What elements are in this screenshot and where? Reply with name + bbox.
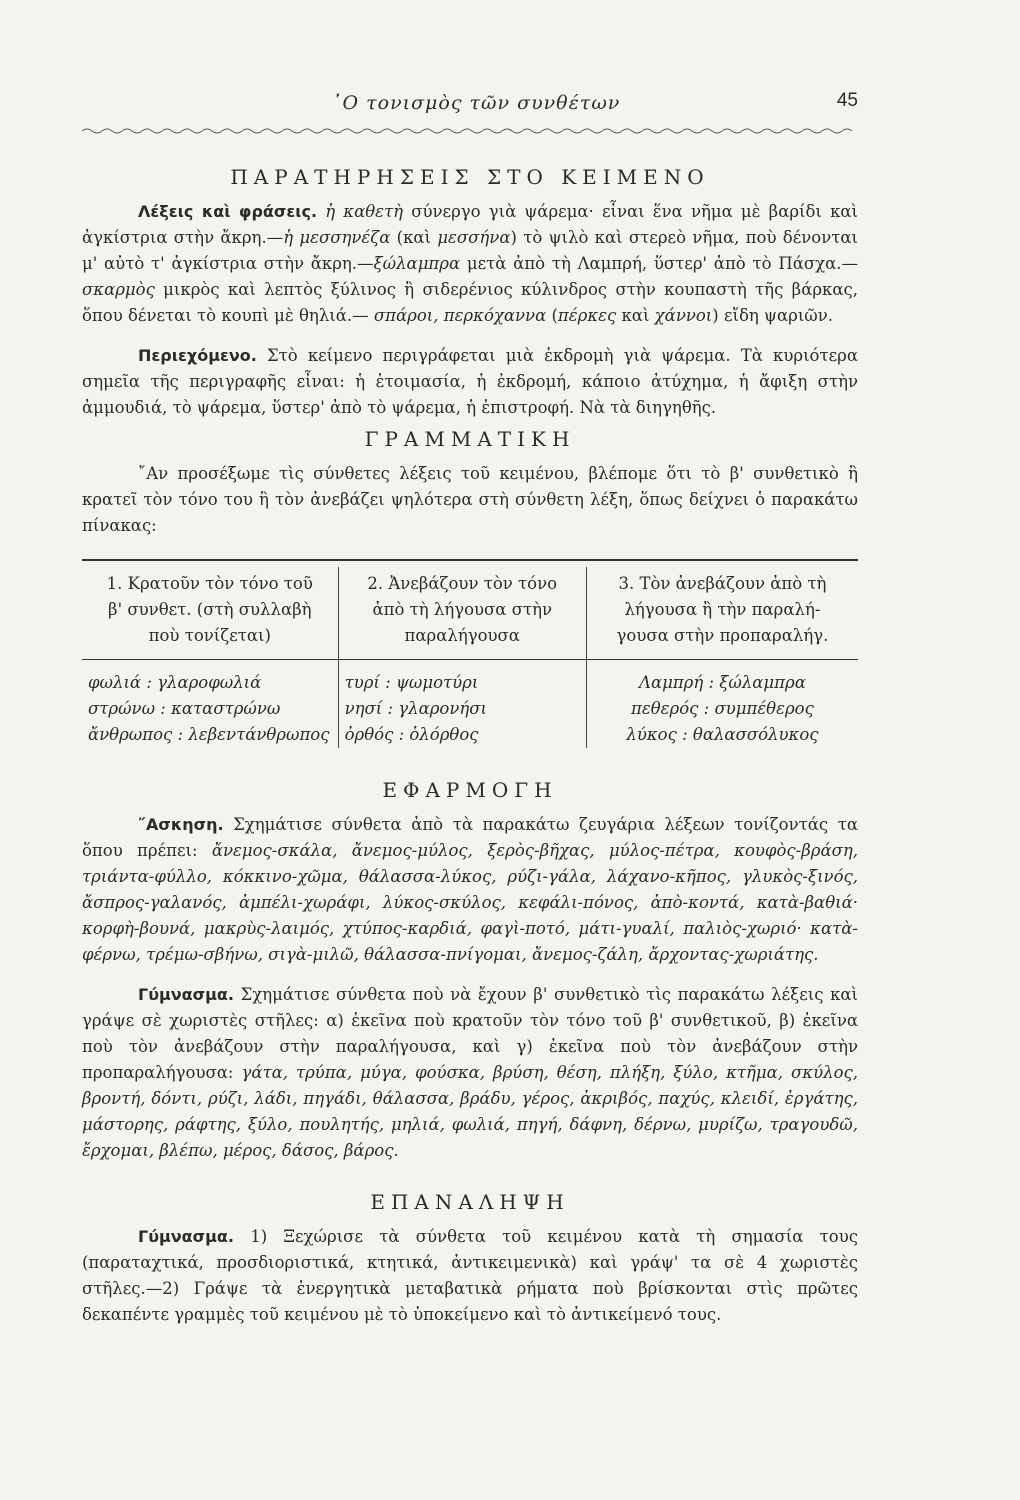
header-line: 1. Κρατοῦν τὸν τόνο τοῦ	[106, 574, 313, 593]
table-header-cell	[338, 567, 586, 660]
header-line: ἀπὸ τὴ λήγουσα στὴν	[372, 600, 553, 619]
table-header-row	[82, 567, 858, 660]
gymnasma-text: Σχημάτισε σύνθετα ποὺ νὰ ἔχουν β' συνθετικὸ τὶς παρακάτω λέξεις καὶ γράψε σὲ χωριστὲς στῆλες: α) ἐκεῖνα ποὺ κρατοῦν τὸν τόνο τοῦ β' συνθετικοῦ, β) ἐκεῖνα ποὺ τὸν ἀνεβάζουν στὴν παραλήγουσα, καὶ γ) ἐκεῖνα ποὺ τὸν ἀνεβάζουν στὴν προπαραλήγουσα:	[82, 985, 858, 1082]
grammar-table	[82, 559, 858, 748]
header-line: β' συνθετ. (στὴ συλλαβὴ	[108, 600, 312, 619]
gymnasma-label: Γύμνασμα.	[138, 985, 234, 1004]
term: μεσσήνα	[437, 228, 511, 247]
askisi-paragraph	[82, 812, 858, 968]
periexomeno-text: Στὸ κείμενο περιγράφεται μιὰ ἐκδρομὴ γιὰ ψάρεμα. Τὰ κυριότερα σημεῖα τῆς περιγραφῆς εἶναι: ἡ ἑτοιμασία, ἡ ἐκδρομή, κάποιο ἀτύχημα, ἡ ἄφιξη στὴν ἀμμουδιά, τὸ ψάρεμα, ὕστερ' ἀπὸ τὸ ψάρεμα, ἡ ἐπιστροφή. Νὰ τὰ διηγηθῆς.	[82, 346, 858, 417]
section-title-paratiriseis: ΠΑΡΑΤΗΡΗΣΕΙΣ ΣΤΟ ΚΕΙΜΕΝΟ	[230, 165, 710, 189]
epanalipsi-text: 1) Ξεχώρισε τὰ σύνθετα τοῦ κειμένου κατὰ τὴ σημασία τους (παραταχτικά, προσδιοριστικά, κτητικά, ἀντικειμενικὰ) καὶ γράψ' τα σὲ 4 χωριστὲς στῆλες.—2) Γράψε τὰ ἐνεργητικὰ μεταβατικὰ ρήματα ποὺ βρίσκονται στὶς πρῶτες δεκαπέντε γραμμὲς τοῦ κειμένου μὲ τὸ ὑποκείμενο καὶ τὸ ἀντικείμενό τους.	[82, 1227, 858, 1324]
periexomeno-label: Περιεχόμενο.	[138, 346, 257, 365]
header-line: 3. Τὸν ἀνεβάζουν ἀπὸ τὴ	[618, 574, 827, 593]
page-header	[82, 88, 858, 120]
header-line: λήγουσα ἢ τὴν παραλή-	[624, 600, 821, 619]
term: σπάροι, περκόχαννα	[373, 306, 547, 325]
wavy-rule	[82, 127, 858, 135]
term: σκαρμὸς	[82, 280, 155, 299]
definition: ) εἴδη ψαριῶν.	[712, 306, 834, 325]
term: ἡ καθετὴ	[325, 202, 404, 221]
table-cell: τυρί : ψωμοτύρι	[338, 670, 586, 696]
askisi-words: ἄνεμος-σκάλα, ἄνεμος-μύλος, ξερὸς-βῆχας, μύλος-πέτρα, κουφὸς-βράση, τριάντα-φύλλο, κόκκινο-χῶμα, θάλασσα-λύκος, ρύζι-γάλα, λάχανο-κῆπος, γλυκὸς-ξινός, ἄσπρος-γαλανός, ἀμπέλι-χωράφι, λύκος-σκύλος, κεφάλι-πόνος, ἀπὸ-κοντά, κατὰ-βαθιά· κορφὴ-βουνά, μακρὺς-λαιμός, χτύπος-καρδιά, φαγὶ-ποτό, μάτι-γυαλί, παλιὸς-χωριό· κατὰ-φέρνω, τρέμω-σβήνω, σιγὰ-μιλῶ, θάλασσα-πνίγομαι, ἄνεμος-ζάλη, ἄρχοντας-χωριάτης.	[82, 841, 858, 964]
table-row	[82, 722, 858, 748]
term: πέρκες	[557, 306, 617, 325]
definition: (	[546, 306, 558, 325]
definition: ) τὸ ψιλὸ καὶ στερεὸ νῆμα, ποὺ δένονται μ' αὐτὸ τ' ἀγκίστρια στὴν ἄκρη.—	[82, 228, 858, 273]
table-cell: ἄνθρωπος : λεβεντάνθρωπος	[88, 725, 330, 744]
definition: μετὰ ἀπὸ τὴ Λαμπρή, ὕστερ' ἀπὸ τὸ Πάσχα.—	[460, 254, 858, 273]
header-line: γουσα στὴν προπαραλήγ.	[616, 626, 829, 645]
table-cell: πεθερός : συμπέθερος	[631, 699, 814, 718]
page-number: 45	[836, 90, 858, 111]
table-cell: λύκος : θαλασσόλυκος	[626, 725, 819, 744]
gymnasma-words: γάτα, τρύπα, μύγα, φούσκα, βρύση, θέση, πλήξη, ξύλο, κτῆμα, σκύλος, βροντή, δόντι, ρύζι, λάδι, πηγάδι, θάλασσα, βράδυ, γέρος, ἀκριβός, παχύς, κλειδί, ἐργάτης, μάστορης, ράφτης, ξύλο, πουλητής, μηλιά, φωλιά, πηγή, δάφνη, δέρνω, μυρίζω, τραγουδῶ, ἔρχομαι, βλέπω, μέρος, δάσος, βάρος.	[82, 1063, 859, 1160]
section-title-grammatiki: ΓΡΑΜΜΑΤΙΚΗ	[364, 427, 576, 451]
page	[82, 88, 858, 1328]
table-row	[82, 670, 858, 696]
periexomeno-paragraph	[82, 343, 858, 421]
header-line: 2. Ἀνεβάζουν τὸν τόνο	[367, 574, 558, 593]
header-line: παραλήγουσα	[404, 626, 520, 645]
table-cell: νησί : γλαρονήσι	[338, 696, 586, 722]
definition: καὶ	[616, 306, 655, 325]
table-cell: φωλιά : γλαροφωλιά	[88, 673, 262, 692]
askisi-text: Σχημάτισε σύνθετα ἀπὸ τὰ παρακάτω ζευγάρια λέξεων τονίζοντάς τα ὅπου πρέπει:	[82, 815, 858, 860]
definition: (καὶ	[390, 228, 438, 247]
table-row	[82, 696, 858, 722]
table-cell: στρώνω : καταστρώνω	[88, 699, 281, 718]
section-title-epanalipsi: ΕΠΑΝΑΛΗΨΗ	[370, 1190, 570, 1214]
table-header-cell	[586, 567, 858, 660]
term: χάννοι	[654, 306, 713, 325]
table-cell: ὀρθός : ὁλόρθος	[338, 722, 586, 748]
section-title-efarmogi: ΕΦΑΡΜΟΓΗ	[382, 778, 558, 802]
epanalipsi-label: Γύμνασμα.	[138, 1227, 234, 1246]
table-cell: Λαμπρή : ξώλαμπρα	[639, 673, 806, 692]
header-line: ποὺ τονίζεται)	[148, 626, 271, 645]
running-title: ῾Ο τονισμὸς τῶν συνθέτων	[332, 92, 621, 114]
epanalipsi-paragraph	[82, 1224, 858, 1328]
lexeis-paragraph	[82, 199, 858, 329]
definition: μικρὸς καὶ λεπτὸς ξύλινος ἢ σιδερένιος κύλινδρος στὴν κουπαστὴ τῆς βάρκας, ὅπου δένεται τὸ κουπὶ μὲ θηλιά.—	[82, 280, 858, 325]
lexeis-label: Λέξεις καὶ φράσεις.	[138, 202, 318, 221]
definition: σύνεργο γιὰ ψάρεμα· εἶναι ἕνα νῆμα μὲ βαρίδι καὶ ἀγκίστρια στὴν ἄκρη.—	[82, 202, 858, 247]
table-header-cell	[82, 567, 338, 660]
term: ξώλαμπρα	[373, 254, 461, 273]
askisi-label: ῎Ασκηση.	[138, 815, 224, 834]
term: ἡ μεσσηνέζα	[283, 228, 391, 247]
gymnasma-paragraph	[82, 982, 858, 1164]
grammar-intro: ῎Αν προσέξωμε τὶς σύνθετες λέξεις τοῦ κειμένου, βλέπομε ὅτι τὸ β' συνθετικὸ ἢ κρατεῖ τὸν τόνο του ἢ τὸν ἀνεβάζει ψηλότερα στὴ σύνθετη λέξη, ὅπως δείχνει ὁ παρακάτω πίνακας:	[82, 464, 858, 535]
